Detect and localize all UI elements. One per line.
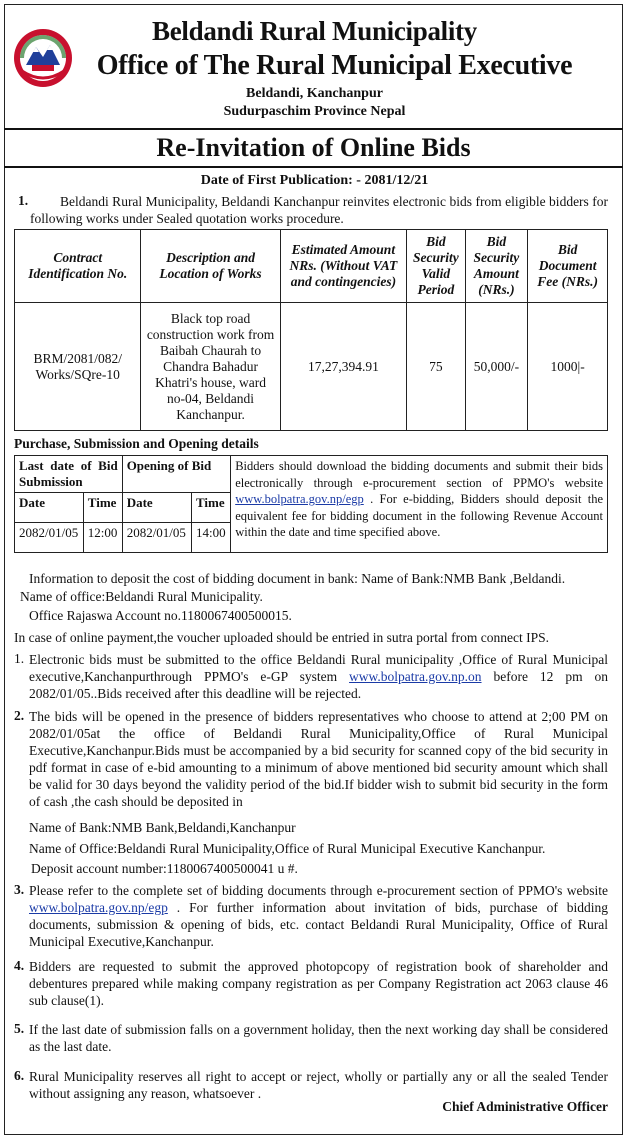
deposit-info-line-3: Office Rajaswa Account no.1180067400500015. [29,608,292,623]
document-fee: 1000|- [528,303,608,431]
item-6-number: 6. [14,1068,25,1083]
item-2-number: 2. [14,708,25,723]
contract-id: BRM/2081/082/ Works/SQre-10 [15,303,141,431]
submission-time: 12:00 [83,523,122,553]
header-bid-security-period: Bid Security Valid Period [407,230,465,303]
item-5-number: 5. [14,1021,25,1036]
bolpatra-link[interactable]: www.bolpatra.gov.np/egp [235,492,364,506]
submission-date-label: Date [15,493,84,523]
intro-paragraph: Beldandi Rural Municipality, Beldandi Kanchanpur reinvites electronic bids from eligible bidders for following works under Sealed quotation works procedure. [30,194,608,226]
item-1-text: Electronic bids must be submitted to the office Beldandi Rural municipality ,Office of Rural Municipal executive,Kanchanpurthrough PPMO's e-GP system www.bolpatra.gov.np.on before 12 pm on 2082/01/05..Bids received after this deadline will be rejected. [29,652,609,701]
letterhead [0,0,629,130]
item-1-number: 1. [14,651,25,666]
table-row [15,303,608,431]
contract-table [14,229,608,431]
header-document-fee: Bid Document Fee (NRs.) [528,230,608,303]
opening-date: 2082/01/05 [122,523,191,553]
opening-time: 14:00 [191,523,230,553]
item-6-text: Rural Municipality reserves all right to accept or reject, wholly or partially any or all the sealed Tender without assigning any reason, whatsoever . [29,1069,608,1101]
download-note: Bidders should download the bidding documents and submit their bids electronically through e-procurement section of PPMO's website www.bolpatra.gov.np/egp . For e-bidding, Bidders should deposit the equivalent fee for bidding document in the following Revenue Account within the date and time specified above. [231,456,608,553]
intro-number: 1. [18,193,29,208]
bid-security-amount: 50,000/- [465,303,528,431]
office-name: Office of The Rural Municipal Executive [96,50,573,81]
opening-date-label: Date [122,493,191,523]
cash-deposit-office: Name of Office:Beldandi Rural Municipality,Office of Rural Municipal Executive Kanchanpur. [29,841,546,856]
item-2-text: The bids will be opened in the presence of bidders representatives who choose to attend at 2;00 PM on 2082/01/05at the office of Beldandi Rural Municipality,Office of Rural Municipal Executive,Kanchanpur.Bids must be accompanied by a bid security for scanned copy of the bid security in pdf format in case of e-bid amounting to a minimum of above mentioned bid security amount which shall be valid for 30 days beyond the validity period of the bid.If bidder wish to submit bid security in the form of cash ,the cash should be deposited in [29,709,608,809]
header-contract-id: Contract Identification No. [15,230,141,303]
bolpatra-link-item-3[interactable]: www.bolpatra.gov.np/egp [29,900,168,915]
header-estimated-amount: Estimated Amount NRs. (Without VAT and contingencies) [280,230,406,303]
item-4-number: 4. [14,958,25,973]
opening-label: Opening of Bid [122,456,231,493]
deposit-info-line-1: Information to deposit the cost of bidding document in bank: Name of Bank:NMB Bank ,Beldandi. [29,571,566,586]
purchase-heading: Purchase, Submission and Opening details [14,436,259,451]
cash-deposit-bank: Name of Bank:NMB Bank,Beldandi,Kanchanpur [29,820,296,835]
notice-title: Re-Invitation of Online Bids [4,128,623,168]
address-line-2: Sudurpaschim Province Nepal [223,104,406,119]
deposit-info-line-2: Name of office:Beldandi Rural Municipality. [20,589,263,604]
publication-date: Date of First Publication: - 2081/12/21 [200,173,429,188]
work-description: Black top road construction work from Baibah Chaurah to Chandra Bahadur Khatri's house, ward no-04, Beldandi Kanchanpur. [141,303,280,431]
signature-title: Chief Administrative Officer [442,1099,608,1114]
estimated-amount: 17,27,394.91 [280,303,406,431]
municipality-name: Beldandi Rural Municipality [152,16,477,46]
purchase-table [14,455,608,553]
cash-deposit-account: Deposit account number:1180067400500041 u #. [31,861,298,876]
header-description: Description and Location of Works [141,230,280,303]
online-payment-note: In case of online payment,the voucher uploaded should be entried in sutra portal from connect IPS. [14,630,549,645]
submission-time-label: Time [83,493,122,523]
submission-date: 2082/01/05 [15,523,84,553]
item-3-number: 3. [14,882,25,897]
bid-security-period: 75 [407,303,465,431]
item-3-text: Please refer to the complete set of bidding documents through e-procurement section of PPMO's website www.bolpatra.gov.np/egp . For further information about invitation of bids, purchase of bidding documents, submission & opening of bids, etc. contact Beldandi Rural Municipality, Office of Rural Municipal Executive,Kanchanpur. [29,883,609,949]
header-bid-security-amount: Bid Security Amount (NRs.) [465,230,528,303]
opening-time-label: Time [191,493,230,523]
last-date-label: Last date of Bid Submission [15,456,123,493]
bolpatra-link-item-1[interactable]: www.bolpatra.gov.np.on [349,669,482,684]
address-line-1: Beldandi, Kanchanpur [246,86,383,101]
item-4-text: Bidders are requested to submit the approved photopcopy of registration book of shareholder and debentures prepared while making company registration as per Company Registration act 2063 clause 46 sub clause(1). [29,959,608,1008]
item-5-text: If the last date of submission falls on a government holiday, then the next working day shall be considered as the last date. [29,1022,608,1054]
